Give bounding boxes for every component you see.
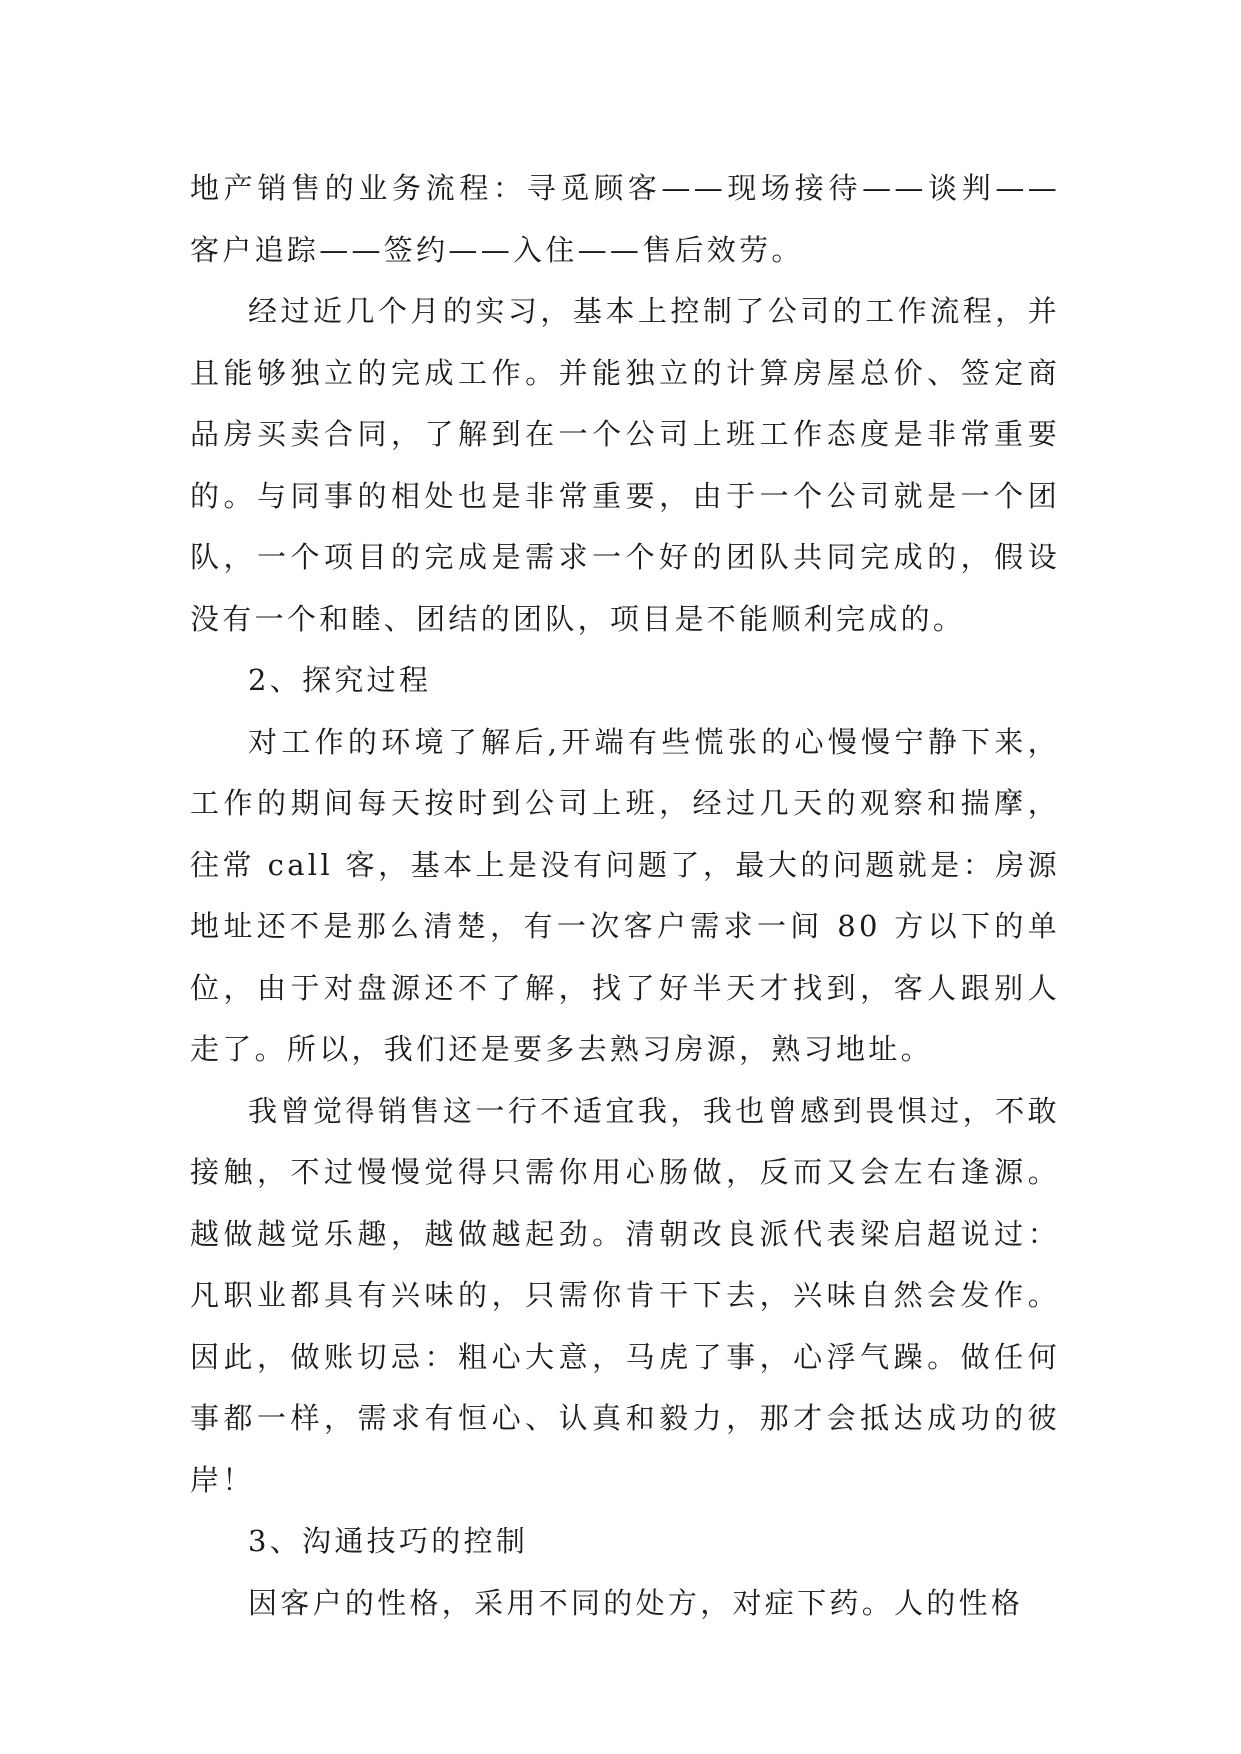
- section-heading-exploration: 2、探究过程: [248, 663, 432, 697]
- paragraph-process-flow: 地产销售的业务流程：寻觅顾客——现场接待——谈判——客户追踪——签约——入住——售后效劳。: [190, 171, 1060, 267]
- section-heading-communication: 3、沟通技巧的控制: [248, 1524, 529, 1558]
- document-body: [190, 158, 1060, 1634]
- paragraph-exploration: 对工作的环境了解后,开端有些慌张的心慢慢宁静下来，工作的期间每天按时到公司上班，经过几天的观察和揣摩，往常 call 客，基本上是没有问题了，最大的问题就是：房源地址还不是那么清楚，有一次客户需求一间 80 方以下的单位，由于对盘源还不了解，找了好半天才找到，客人跟别人走了。所以，我们还是要多去熟习房源，熟习地址。: [190, 724, 1060, 1066]
- paragraph-communication: 因客户的性格，采用不同的处方，对症下药。人的性格: [248, 1585, 1024, 1620]
- paragraph-internship-summary: 经过近几个月的实习，基本上控制了公司的工作流程，并且能够独立的完成工作。并能独立的计算房屋总价、签定商品房买卖合同，了解到在一个公司上班工作态度是非常重要的。与同事的相处也是非常重要，由于一个公司就是一个团队，一个项目的完成是需求一个好的团队共同完成的，假设没有一个和睦、团结的团队，项目是不能顺利完成的。: [190, 294, 1060, 636]
- paragraph-sales-reflection: 我曾觉得销售这一行不适宜我，我也曾感到畏惧过，不敢接触，不过慢慢觉得只需你用心肠做，反而又会左右逢源。越做越觉乐趣，越做越起劲。清朝改良派代表梁启超说过：凡职业都具有兴味的，只需你肯干下去，兴味自然会发作。因此，做账切忌：粗心大意，马虎了事，心浮气躁。做任何事都一样，需求有恒心、认真和毅力，那才会抵达成功的彼岸！: [190, 1093, 1060, 1497]
